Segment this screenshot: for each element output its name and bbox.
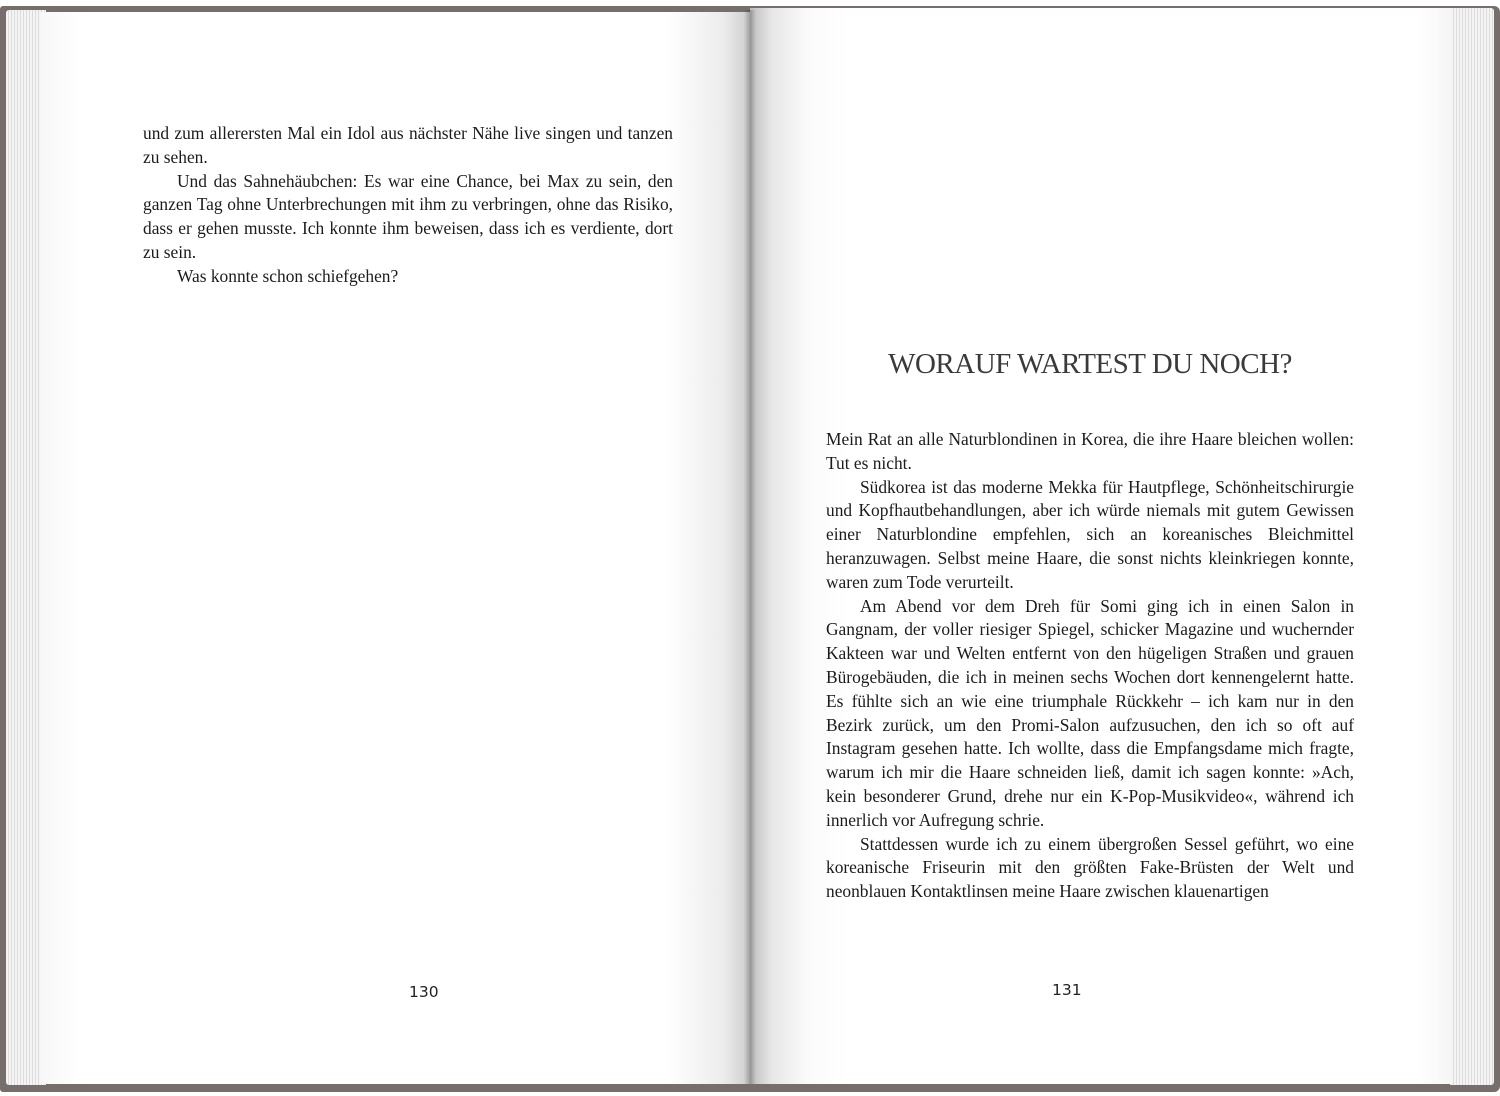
paragraph: Mein Rat an alle Naturblondinen in Korea, die ihre Haare bleichen wollen: Tut es nicht.	[826, 429, 1354, 473]
left-page	[40, 12, 752, 1084]
page-number-right: 131	[1052, 981, 1082, 999]
page-edges-right	[1450, 8, 1494, 1085]
paragraph: Stattdessen wurde ich zu einem übergroßen Sessel geführt, wo eine koreanische Friseurin mit den größten Fake-Brüsten der Welt und neonblauen Kontaktlinsen meine Haare zwischen klauenartigen	[826, 833, 1354, 902]
left-page-body	[143, 122, 673, 289]
paragraph: Am Abend vor dem Dreh für Somi ging ich in einen Salon in Gangnam, der voller riesiger Spiegel, schicker Magazine und wuchernder Kakteen war und Welten entfernt von den hügeligen Straßen und grauen Bürogebäuden, die ich in meinen sechs Wochen dort kennengelernt hatte. Es fühlte sich an wie eine triumphale Rückkehr – ich kam nur in den Bezirk zurück, um den Promi-Salon aufzusuchen, den ich so oft auf Instagram gesehen hatte. Ich wollte, dass die Empfangsdame mich fragte, warum ich mir die Haare schneiden ließ, damit ich sagen konnte: »Ach, kein besonderer Grund, drehe nur ein K-Pop-Musikvideo«, während ich innerlich vor Aufregung schrie.	[826, 595, 1354, 830]
chapter-title: WORAUF WARTEST DU NOCH?	[888, 348, 1292, 380]
book-gutter-shadow	[744, 10, 756, 1084]
paragraph: Südkorea ist das moderne Mekka für Hautpflege, Schönheitschirurgie und Kopfhautbehandlungen, aber ich würde niemals mit gutem Gewissen einer Naturblondine empfehlen, sich an koreanisches Bleichmittel heranzuwagen. Selbst meine Haare, die sonst nichts kleinkriegen konnte, waren zum Tode verurteilt.	[826, 476, 1354, 592]
paragraph: Und das Sahnehäubchen: Es war eine Chance, bei Max zu sein, den ganzen Tag ohne Unterbrechungen mit ihm zu verbringen, ohne das Risiko, dass er gehen musste. Ich konnte ihm beweisen, dass ich es verdiente, dort zu sein.	[143, 170, 673, 262]
page-number-left: 130	[409, 983, 439, 1001]
right-page-body	[826, 428, 1354, 904]
paragraph: und zum allerersten Mal ein Idol aus nächster Nähe live singen und tanzen zu sehen.	[143, 123, 673, 167]
paragraph: Was konnte schon schiefgehen?	[177, 265, 399, 286]
right-page	[750, 8, 1452, 1084]
